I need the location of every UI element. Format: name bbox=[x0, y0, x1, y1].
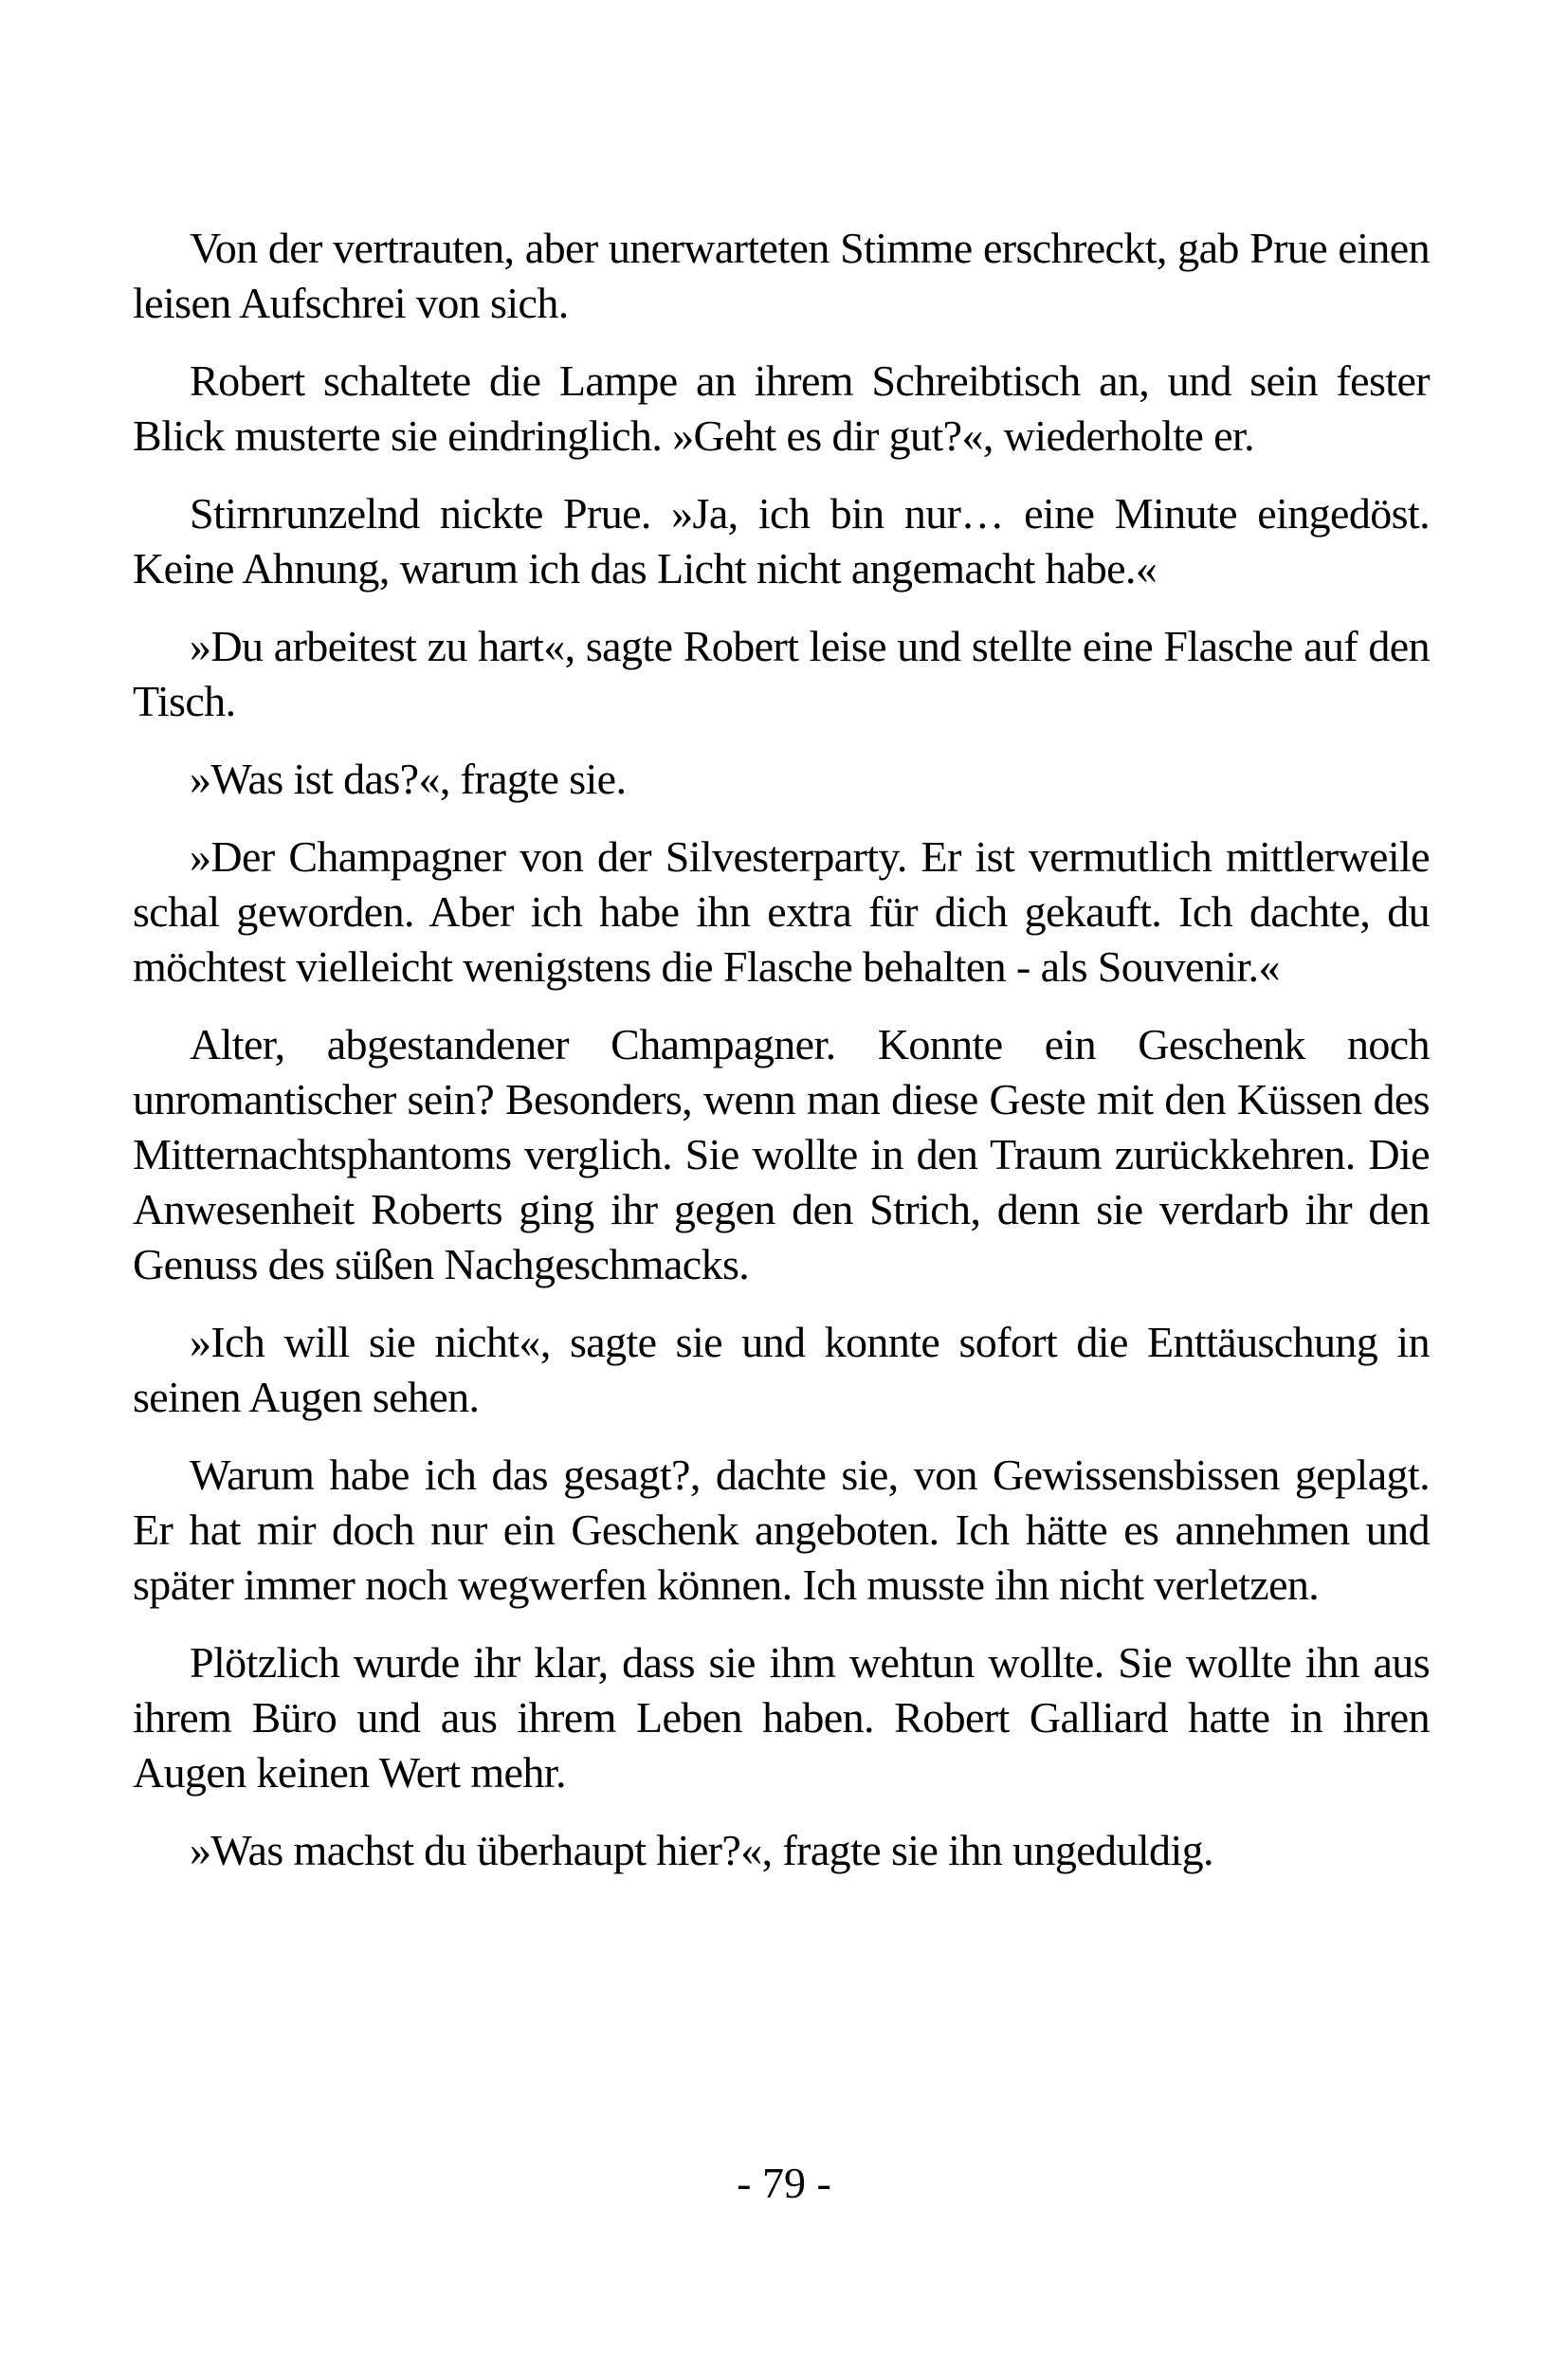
paragraph-4: »Du arbeitest zu hart«, sagte Robert leise und stellte eine Flasche auf den Tisch. bbox=[133, 622, 1430, 725]
paragraph-3: Stirnrunzelnd nickte Prue. »Ja, ich bin nur… eine Minute eingedöst. Keine Ahnung, warum ich das Licht nicht angemacht habe.« bbox=[133, 489, 1430, 593]
paragraph-9: Warum habe ich das gesagt?, dachte sie, von Gewissensbissen geplagt. Er hat mir doch nur ein Geschenk angeboten. Ich hätte es annehmen und später immer noch wegwerfen können. Ich musste ihn nicht verletzen. bbox=[133, 1451, 1430, 1609]
page-number: - 79 - bbox=[737, 2159, 831, 2207]
paragraph-5: »Was ist das?«, fragte sie. bbox=[190, 755, 627, 803]
body-text bbox=[133, 221, 1430, 1901]
paragraph-10: Plötzlich wurde ihr klar, dass sie ihm wehtun wollte. Sie wollte ihn aus ihrem Büro und aus ihrem Leben haben. Robert Galliard hatte in ihren Augen keinen Wert mehr. bbox=[133, 1638, 1430, 1797]
paragraph-8: »Ich will sie nicht«, sagte sie und konnte sofort die Enttäuschung in seinen Augen sehen. bbox=[133, 1318, 1430, 1421]
paragraph-2: Robert schaltete die Lampe an ihrem Schreibtisch an, und sein fester Blick musterte sie eindringlich. »Geht es dir gut?«, wiederholte er. bbox=[133, 356, 1430, 460]
paragraph-11: »Was machst du überhaupt hier?«, fragte sie ihn ungeduldig. bbox=[190, 1826, 1213, 1874]
paragraph-7: Alter, abgestandener Champagner. Konnte ein Geschenk noch unromantischer sein? Besonders, wenn man diese Geste mit den Küssen des Mitternachtsphantoms verglich. Sie wollte in den Traum zurückkehren. Die Anwesenheit Roberts ging ihr gegen den Strich, denn sie verdarb ihr den Genuss des süßen Nachgeschmacks. bbox=[133, 1020, 1430, 1288]
paragraph-6: »Der Champagner von der Silvesterparty. Er ist vermutlich mittlerweile schal geworden. Aber ich habe ihn extra für dich gekauft. Ich dachte, du möchtest vielleicht wenigstens die Flasche behalten - als Souvenir.« bbox=[133, 832, 1430, 991]
paragraph-1: Von der vertrauten, aber unerwarteten Stimme erschreckt, gab Prue einen leisen Aufschrei von sich. bbox=[133, 224, 1430, 327]
